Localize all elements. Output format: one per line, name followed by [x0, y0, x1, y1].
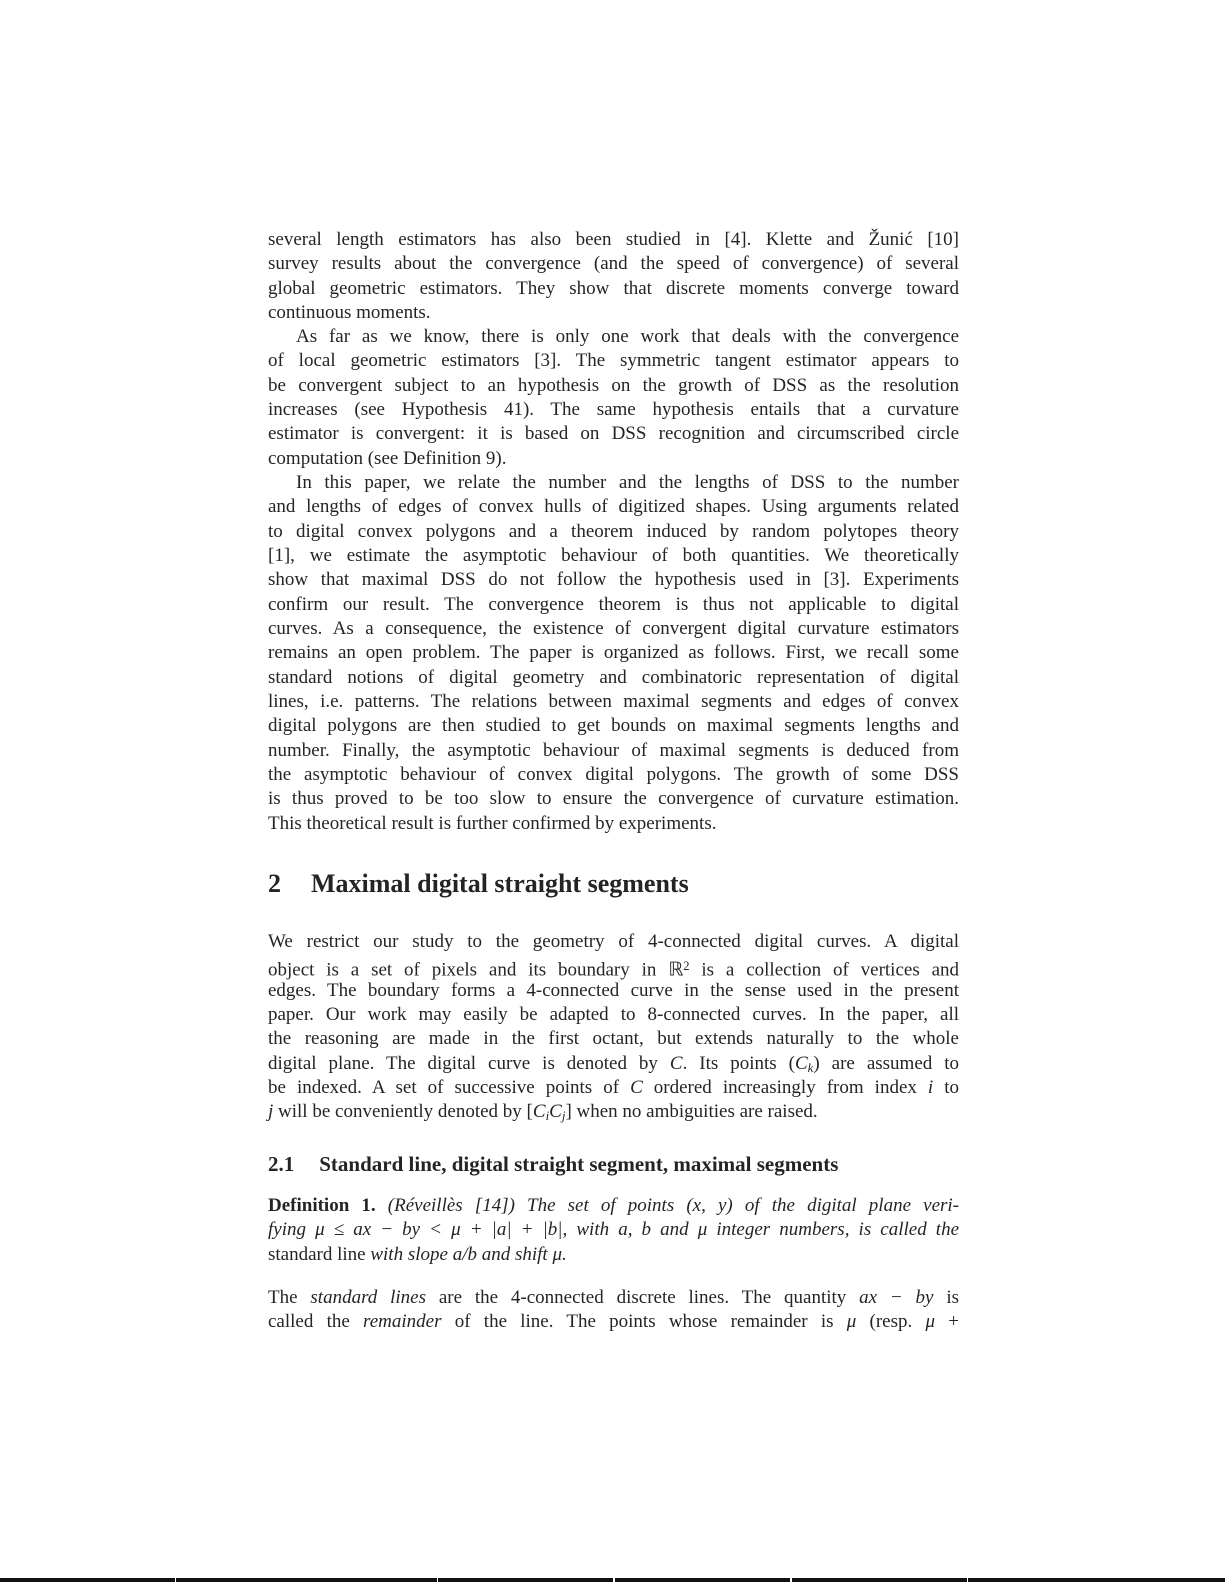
text-run: edges. The boundary forms a 4-connected curve in the sense used in the present	[268, 979, 959, 1001]
text-run: will be conveniently denoted by [	[273, 1101, 533, 1123]
text-line	[268, 690, 959, 714]
text-line	[268, 812, 959, 836]
text-run: ] when no ambiguities are raised.	[565, 1101, 818, 1123]
text-run: (resp.	[856, 1311, 926, 1333]
text-line	[268, 277, 959, 301]
text-line	[268, 979, 959, 1003]
text-line	[268, 520, 959, 544]
text-line	[268, 641, 959, 665]
text-run: (x, y)	[686, 1195, 733, 1216]
text-line	[268, 422, 959, 446]
text-run: global geometric estimators. They show that discrete moments converge toward	[268, 277, 959, 299]
text-run: ℝ	[668, 958, 684, 981]
text-run: and	[651, 1219, 698, 1241]
text-line	[268, 495, 959, 519]
text-run: integer numbers, is called the	[707, 1219, 960, 1241]
text-run: be convergent subject to an hypothesis on the growth of DSS as the resolution	[268, 374, 959, 396]
text-run: survey results about the convergence (and the speed of convergence) of several	[268, 253, 959, 275]
text-run: fying	[268, 1219, 316, 1241]
text-line	[268, 544, 959, 568]
text-run: standard line	[268, 1243, 371, 1265]
text-run: called the	[268, 1311, 364, 1333]
text-run: We restrict our study to the geometry of 4-connected digital curves. A digital	[268, 931, 959, 952]
text-run: continuous moments.	[268, 302, 431, 324]
paragraph-survey-continuation	[268, 228, 959, 325]
text-run: j	[561, 1108, 566, 1124]
text-run: μ ≤ ax − by < μ + |a| + |b|	[315, 1219, 563, 1241]
text-run: [1], we estimate the asymptotic behaviour of both quantities. We theoretically	[268, 545, 959, 567]
text-line	[268, 763, 959, 787]
text-run: of the line. The points whose remainder is	[441, 1311, 847, 1333]
text-line	[268, 1076, 959, 1100]
document-column	[268, 0, 959, 1585]
text-run: ) are assumed to	[813, 1052, 959, 1074]
text-run: i	[927, 1077, 934, 1099]
text-run: .	[562, 1243, 567, 1265]
text-line	[268, 301, 959, 325]
text-run	[376, 1195, 388, 1216]
text-line	[268, 398, 959, 422]
text-run: The	[268, 1287, 311, 1308]
text-run: object is a set of pixels and its boundary in	[268, 959, 669, 981]
text-run: C	[669, 1052, 683, 1074]
text-run: are the 4-connected discrete lines. The quantity	[425, 1287, 860, 1308]
text-run: remains an open problem. The paper is organized as follows. First, we recall some	[268, 642, 959, 664]
text-line	[268, 739, 959, 763]
text-run: +	[935, 1311, 959, 1333]
text-run: and shift	[476, 1243, 553, 1265]
text-line	[268, 617, 959, 641]
text-line	[268, 349, 959, 373]
text-run: ordered increasingly from index	[642, 1077, 928, 1099]
text-run: the reasoning are made in the first octant, but extends naturally to the whole	[268, 1028, 959, 1050]
text-run: μ	[925, 1311, 936, 1333]
text-run: C	[630, 1077, 643, 1099]
text-line	[268, 1310, 959, 1334]
text-run: j	[268, 1101, 274, 1123]
text-run: the asymptotic behaviour of convex digital polygons. The growth of some DSS	[268, 764, 959, 786]
text-run: is a collection of vertices and	[689, 959, 959, 981]
text-run: be indexed. A set of successive points of	[268, 1077, 631, 1099]
text-run: As far as we know, there is only one work that deals with the convergence	[296, 326, 959, 347]
text-run: C	[794, 1052, 808, 1074]
text-run: Definition 1.	[268, 1195, 376, 1216]
text-run: i	[545, 1108, 550, 1124]
text-run: 2	[683, 959, 690, 974]
text-line	[268, 1243, 959, 1267]
text-run: standard notions of digital geometry and combinatoric representation of digital	[268, 666, 959, 688]
text-run: show that maximal DSS do not follow the hypothesis used in [3]. Experiments	[268, 569, 959, 591]
text-run: C	[549, 1101, 562, 1123]
text-run: lines, i.e. patterns. The relations between maximal segments and edges of convex	[268, 691, 959, 713]
text-line	[268, 252, 959, 276]
text-run: confirm our result. The convergence theorem is thus not applicable to digital	[268, 593, 959, 615]
text-run: k	[807, 1059, 814, 1075]
text-run: (Réveillès [14]) The set of points	[387, 1195, 687, 1216]
text-run: This theoretical result is further confirmed by experiments.	[268, 812, 717, 834]
text-run: In this paper, we relate the number and the lengths of DSS to the number	[296, 472, 959, 493]
text-line	[268, 593, 959, 617]
text-run: several length estimators has also been studied in [4]. Klette and Žunić [10]	[268, 229, 959, 250]
text-line	[268, 1052, 959, 1076]
text-run: number. Finally, the asymptotic behaviour of maximal segments is deduced from	[268, 739, 959, 761]
section-2-heading	[268, 869, 959, 899]
text-line	[268, 1100, 959, 1124]
text-run: μ	[697, 1219, 708, 1241]
text-line	[268, 1003, 959, 1027]
text-run: a/b	[452, 1243, 477, 1265]
text-line	[268, 1194, 959, 1218]
text-run: to	[933, 1077, 960, 1099]
text-run: digital polygons are then studied to get bounds on maximal segments lengths and	[268, 715, 959, 737]
text-run: ,	[627, 1219, 642, 1241]
text-line	[268, 1027, 959, 1051]
text-line	[268, 787, 959, 811]
text-line	[268, 325, 959, 349]
text-run: digital plane. The digital curve is denoted by	[268, 1052, 670, 1074]
paragraph-related-work	[268, 325, 959, 471]
scan-artifact-line	[0, 1578, 1225, 1582]
text-run: standard lines	[310, 1287, 426, 1308]
text-line	[268, 374, 959, 398]
text-run: b	[641, 1219, 652, 1241]
text-run: and lengths of edges of convex hulls of digitized shapes. Using arguments related	[268, 496, 959, 518]
text-run: C	[532, 1101, 546, 1123]
heading-number: 2	[268, 869, 281, 898]
text-line	[268, 714, 959, 738]
text-line	[268, 1218, 959, 1242]
heading-title: Maximal digital straight segments	[311, 869, 689, 898]
text-line	[268, 447, 959, 471]
subsection-2-1-heading	[268, 1151, 959, 1177]
text-line	[268, 1286, 959, 1310]
text-line	[268, 666, 959, 690]
text-run: of local geometric estimators [3]. The symmetric tangent estimator appears to	[268, 350, 959, 372]
text-line	[268, 930, 959, 954]
paragraph-standard-lines	[268, 1286, 959, 1335]
text-run: is thus proved to be too slow to ensure the convergence of curvature estimation.	[268, 788, 959, 810]
paragraph-section-2-intro	[268, 930, 959, 1125]
paragraph-contributions	[268, 471, 959, 836]
text-run: , with	[562, 1219, 619, 1241]
text-run: remainder	[363, 1311, 442, 1333]
text-run: ax − by	[859, 1287, 934, 1308]
text-run: μ	[552, 1243, 563, 1265]
text-run: μ	[846, 1311, 857, 1333]
text-run: with slope	[370, 1243, 453, 1265]
text-line	[268, 228, 959, 252]
text-run: to digital convex polygons and a theorem induced by random polytopes theory	[268, 520, 959, 542]
text-run: estimator is convergent: it is based on DSS recognition and circumscribed circle	[268, 423, 959, 445]
text-run: a	[618, 1219, 628, 1241]
text-line	[268, 954, 959, 981]
text-run: is	[933, 1287, 960, 1308]
text-run: curves. As a consequence, the existence of convergent digital curvature estimators	[268, 618, 959, 640]
heading-number: 2.1	[268, 1152, 295, 1176]
text-run: increases (see Hypothesis 41). The same hypothesis entails that a curvature	[268, 399, 959, 421]
text-run: of the digital plane veri-	[732, 1195, 960, 1216]
text-run: computation (see Definition 9).	[268, 447, 507, 469]
text-run: . Its points (	[682, 1052, 795, 1074]
definition-1	[268, 1194, 959, 1267]
heading-title: Standard line, digital straight segment, maximal segments	[319, 1152, 839, 1176]
text-line	[268, 568, 959, 592]
text-line	[268, 471, 959, 495]
text-run: paper. Our work may easily be adapted to 8-connected curves. In the paper, all	[268, 1004, 959, 1026]
